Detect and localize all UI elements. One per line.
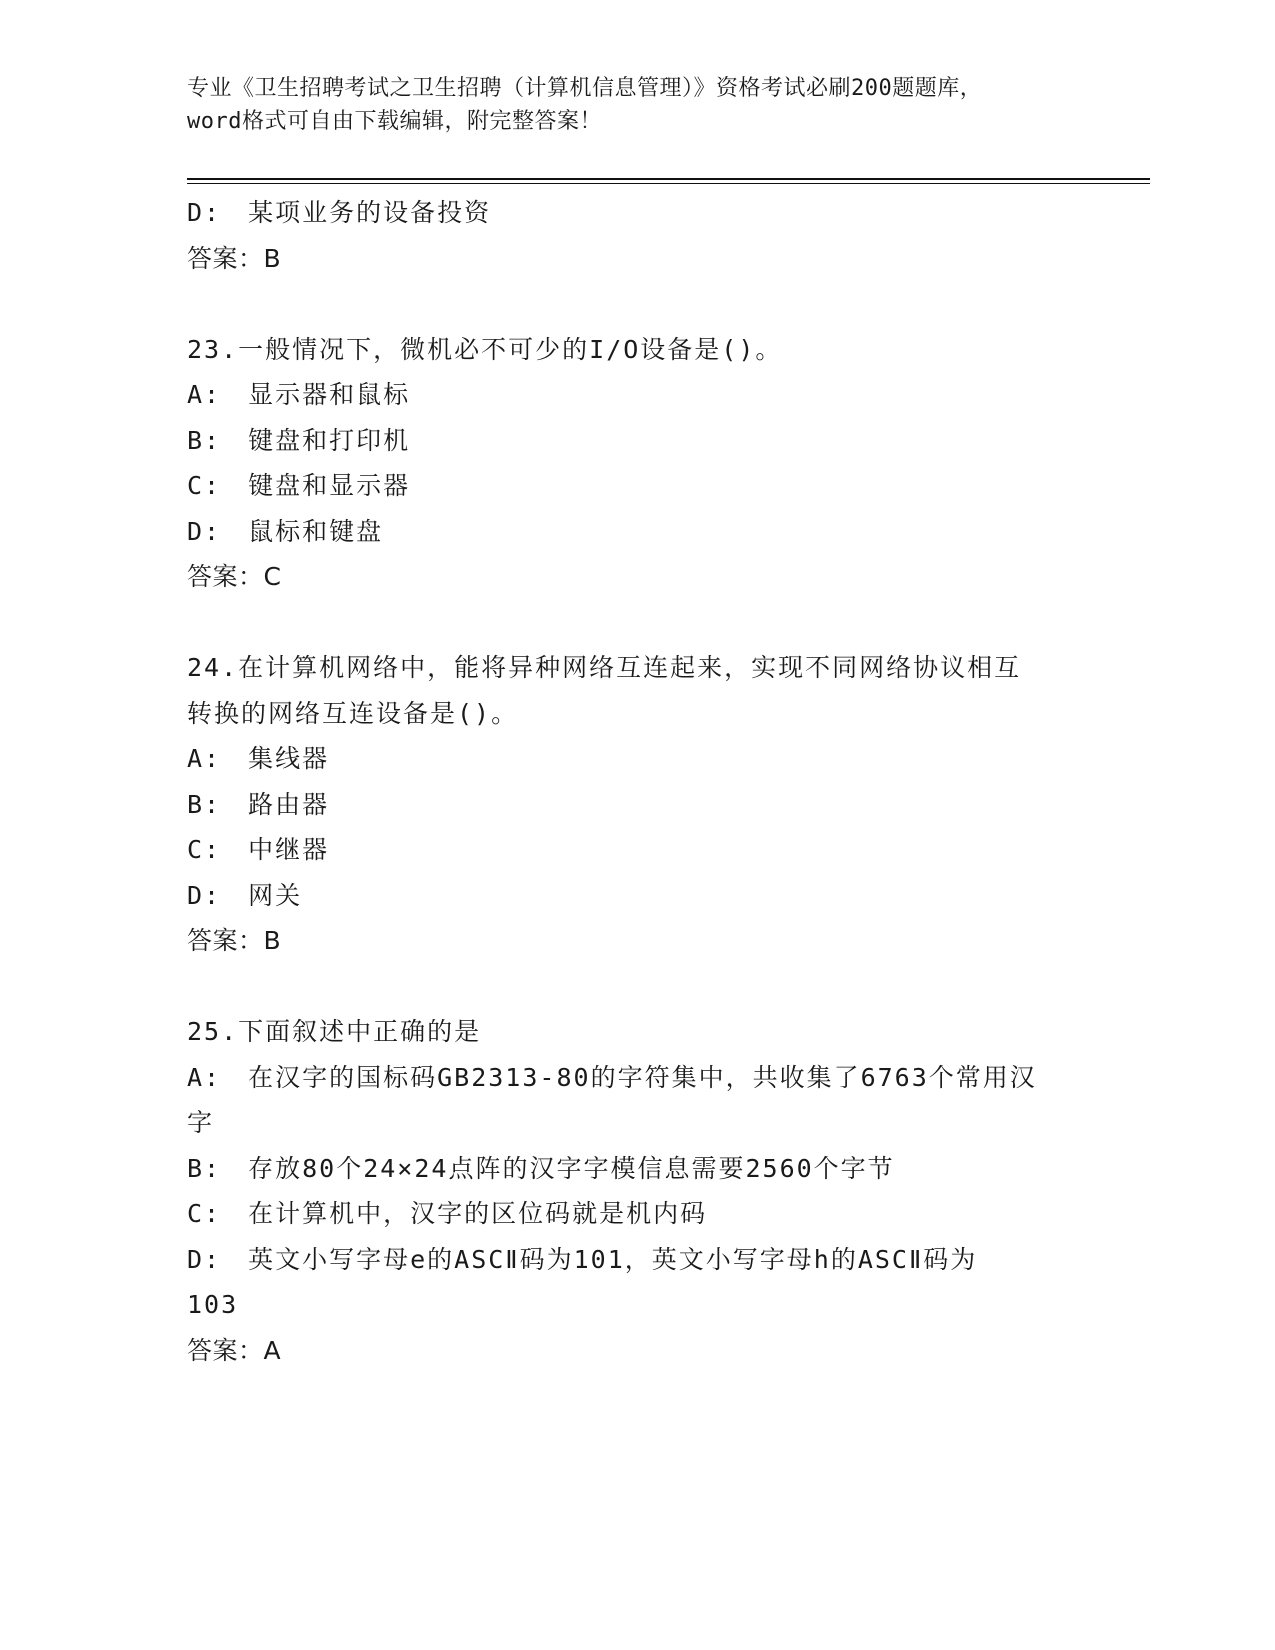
option-c: C: 在计算机中，汉字的区位码就是机内码	[187, 1199, 708, 1228]
option-c: C: 中继器	[187, 835, 330, 864]
option-a: A: 在汉字的国标码GB2313-80的字符集中，共收集了6763个常用汉	[187, 1062, 1037, 1092]
question-block-24	[187, 645, 1087, 964]
question-stem: 25.下面叙述中正确的是	[187, 1017, 482, 1046]
option-a: A: 显示器和鼠标	[187, 380, 411, 409]
spacer	[187, 600, 1087, 646]
header-rule-thin	[187, 183, 1150, 184]
question-stem: 23.一般情况下，微机必不可少的I/O设备是()。	[187, 334, 783, 364]
option-b: B: 存放80个24×24点阵的汉字字模信息需要2560个字节	[187, 1153, 895, 1183]
option-b: B: 键盘和打印机	[187, 425, 411, 455]
document-body	[187, 190, 1087, 1373]
header-title-line-2: word格式可自由下载编辑，附完整答案！	[187, 109, 602, 134]
question-block-25	[187, 1009, 1087, 1373]
option-c: C: 键盘和显示器	[187, 471, 411, 500]
option-d: D: 鼠标和键盘	[187, 516, 384, 546]
option-a: A: 集线器	[187, 744, 330, 773]
answer-line: 答案：C	[187, 562, 282, 591]
answer-line: 答案：A	[187, 1335, 282, 1365]
option-d-continued: 103	[187, 1290, 239, 1319]
option-d: D: 英文小写字母e的ASCⅡ码为101，英文小写字母h的ASCⅡ码为	[187, 1244, 978, 1274]
question-stem: 24.在计算机网络中，能将异种网络互连起来，实现不同网络协议相互	[187, 653, 1022, 682]
question-block-22-tail	[187, 190, 1087, 281]
question-block-23	[187, 327, 1087, 600]
answer-line: 答案：B	[187, 243, 282, 273]
header-title-line-1: 专业《卫生招聘考试之卫生招聘（计算机信息管理）》资格考试必刷200题题库，	[187, 76, 983, 101]
spacer	[187, 964, 1087, 1010]
answer-line: 答案：B	[187, 926, 282, 955]
header-rule-thick	[187, 178, 1150, 180]
spacer	[187, 281, 1087, 327]
option-b: B: 路由器	[187, 789, 330, 819]
option-a-continued: 字	[187, 1108, 215, 1137]
question-stem-continued: 转换的网络互连设备是()。	[187, 698, 519, 728]
document-header	[187, 72, 1087, 138]
option-d: D: 网关	[187, 880, 303, 910]
option-d: D: 某项业务的设备投资	[187, 198, 492, 227]
